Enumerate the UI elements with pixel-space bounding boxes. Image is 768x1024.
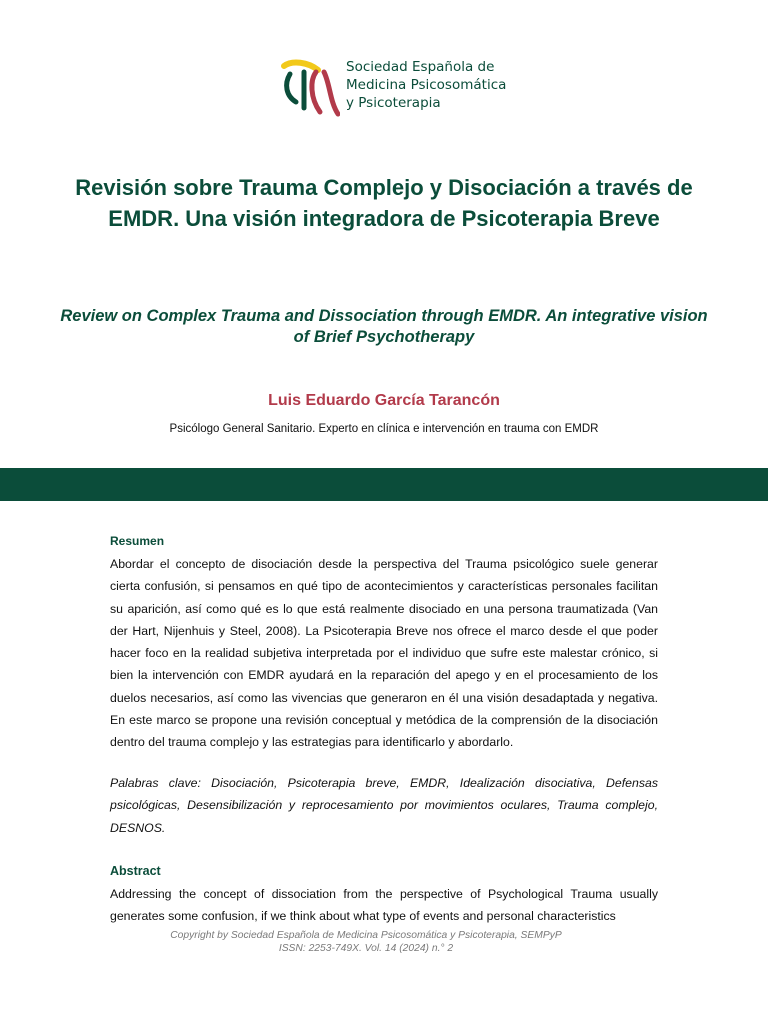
section-divider-band (0, 468, 768, 501)
author-affiliation: Psicólogo General Sanitario. Experto en clínica e intervención en trauma con EMDR (169, 423, 599, 435)
author-name: Luis Eduardo García Tarancón (268, 392, 500, 409)
resumen-body: Abordar el concepto de disociación desde la perspectiva del Trauma psicológico suele generar cierta confusión, si pensamos en qué tipo de acontecimientos y características personales facilitan su aparición, así como qué es lo que está realmente disociado en una persona traumatizada (Van der Hart, Nijenhuis y Steel, 2008). La Psicoterapia Breve nos ofrece el marco desde el que poder hacer foco en la realidad subjetiva interpretada por el individuo que sufre este malestar crónico, si bien la intervención con EMDR ayudará en la reparación del apego y en el procesamiento de los duelos necesarios, así como las vivencias que generaron en él una visión desadaptada y negativa. En este marco se propone una revisión conceptual y metódica de la comprensión de la disociación dentro del trauma complejo y las estrategias para identificarlo y abordarlo. (110, 557, 658, 750)
page-footer (0, 929, 732, 955)
society-name-line-3: y Psicoterapia (346, 95, 441, 111)
resumen-heading: Resumen (110, 534, 165, 548)
sempyp-logo-icon (280, 58, 340, 118)
abstract-heading: Abstract (110, 864, 161, 878)
journal-header (280, 58, 540, 118)
society-name (346, 58, 506, 112)
footer-copyright: Copyright by Sociedad Española de Medicina Psicosomática y Psicoterapia, SEMPyP (170, 930, 562, 941)
society-name-line-2: Medicina Psicosomática (346, 77, 507, 93)
article-title-en: Review on Complex Trauma and Dissociation through EMDR. An integrative vision of Brief Psychotherapy (60, 307, 708, 346)
society-name-line-1: Sociedad Española de (346, 59, 495, 75)
abstract-body: Addressing the concept of dissociation from the perspective of Psychological Trauma usually generates some confusion, if we think about what type of events and personal characteristics (110, 887, 658, 924)
article-title-es: Revisión sobre Trauma Complejo y Disociación a través de EMDR. Una visión integradora de Psicoterapia Breve (75, 175, 693, 231)
keywords-es: Palabras clave: Disociación, Psicoterapia breve, EMDR, Idealización disociativa, Defensas psicológicas, Desensibilización y reprocesamiento por movimientos oculares, Trauma complejo, DESNOS. (110, 776, 658, 835)
footer-issn: ISSN: 2253-749X. Vol. 14 (2024) n.° 2 (278, 943, 454, 954)
